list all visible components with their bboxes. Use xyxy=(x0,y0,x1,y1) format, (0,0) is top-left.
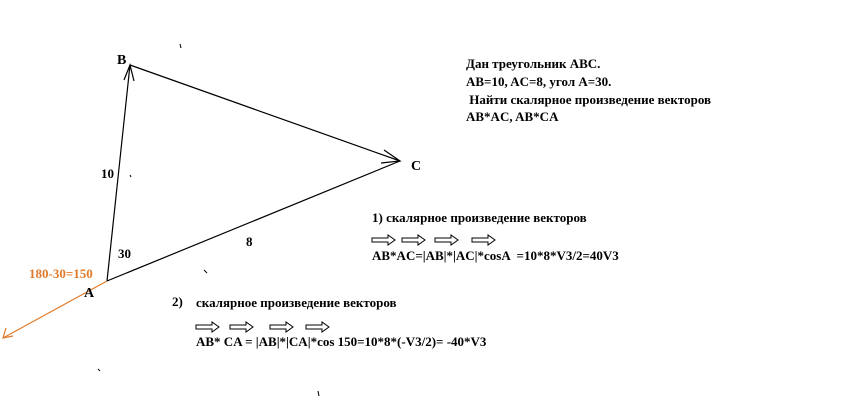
side-ab-label: 10 xyxy=(101,166,114,181)
vector-arrow-ca-mod-2 xyxy=(306,322,329,332)
vertex-label-a: A xyxy=(84,286,95,301)
arrowhead-c xyxy=(381,150,400,163)
exterior-angle-label: 180-30=150 xyxy=(29,266,93,281)
stray-mark xyxy=(318,391,319,396)
stray-mark xyxy=(98,369,100,371)
stray-mark xyxy=(180,44,181,48)
vector-arrow-ab xyxy=(372,235,395,245)
side-ac-label: 8 xyxy=(246,234,253,249)
step1-title: 1) скалярное произведение векторов xyxy=(372,210,587,225)
vector-arrow-ac xyxy=(402,235,425,245)
problem-line-1: Дан треугольник ABC. xyxy=(466,56,601,71)
side-bc-line xyxy=(130,65,400,161)
vertex-label-c: C xyxy=(411,159,422,174)
step2-number: 2) xyxy=(172,294,183,309)
vector-arrow-ac-mod xyxy=(472,235,495,245)
problem-line-2: AB=10, AC=8, угол A=30. xyxy=(466,74,612,89)
step2-formula: AB* CA = |AB|*|CA|*cos 150=10*8*(-V3/2)= -40*V3 xyxy=(196,334,487,349)
vector-arrow-ab-mod xyxy=(435,235,458,245)
side-ac-line xyxy=(107,161,400,281)
problem-line-3: Найти скалярное произведение векторов xyxy=(466,92,712,107)
vector-arrow-ca-2 xyxy=(230,322,253,332)
vector-arrow-ab-2 xyxy=(196,322,219,332)
vector-arrows-step1 xyxy=(372,235,495,245)
step2-title: скалярное произведение векторов xyxy=(196,295,397,310)
angle-a-label: 30 xyxy=(118,246,131,261)
step1-formula: AB*AC=|AB|*|AC|*cosA =10*8*V3/2=40V3 xyxy=(372,248,619,263)
problem-line-4: AB*AC, AB*CA xyxy=(466,109,559,124)
stray-mark xyxy=(204,270,207,273)
vector-arrow-ab-mod-2 xyxy=(270,322,293,332)
stray-mark xyxy=(130,175,131,177)
vector-arrows-step2 xyxy=(196,322,329,332)
vertex-label-b: B xyxy=(117,53,127,68)
